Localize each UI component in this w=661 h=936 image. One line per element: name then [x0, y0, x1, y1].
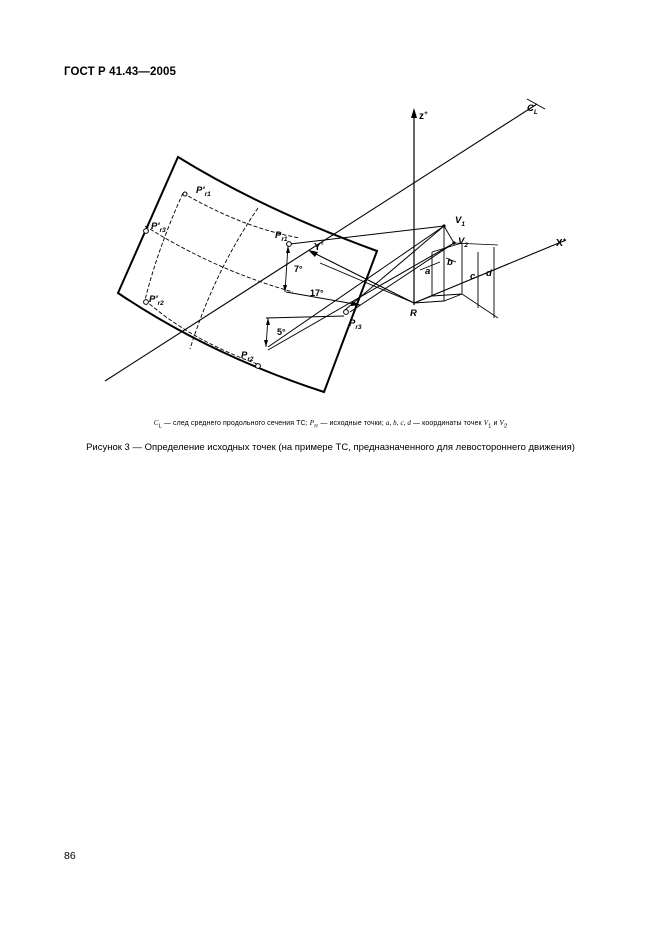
point-marker-v2 [452, 241, 455, 244]
eye-box-dim-ext-2 [462, 294, 498, 318]
point-marker-pr3-prime [144, 229, 149, 234]
angle-7-label: 7° [294, 264, 303, 274]
point-pr2-prime-label: $P'_{r2}$ [149, 294, 164, 307]
point-pr3-prime-label: $P'_{r3}$ [151, 221, 166, 234]
origin-r-label: R [410, 308, 417, 319]
dimension-b-label: b [447, 257, 453, 268]
dimension-d-label: d [486, 268, 492, 279]
angle-5-arrow-top [266, 318, 270, 325]
grid-left-vertical [145, 193, 183, 300]
point-pr1-prime-label: $P'_{r1}$ [196, 185, 211, 198]
sight-line-r-y [320, 263, 414, 303]
figure-reference-points [0, 0, 661, 420]
point-marker-pr2-prime [144, 300, 149, 305]
angle-17-label: 17° [310, 288, 324, 298]
point-pr1-label: $P_{r1}$ [275, 230, 288, 243]
point-pr3-label: $P_{r3}$ [349, 318, 362, 331]
z-axis-label: z+ [419, 110, 428, 122]
angle-5-label: 5° [277, 327, 286, 337]
document-id: ГОСТ Р 41.43—2005 [64, 66, 176, 78]
eye-box-top [414, 294, 462, 303]
point-marker-pr2 [256, 364, 261, 369]
point-pr2-label: $P_{r2}$ [241, 350, 254, 363]
angle-5-arrow-bottom [264, 340, 268, 347]
eye-point-v2-label: $V_2$ [458, 236, 468, 249]
grid-upper-horizontal [183, 193, 300, 238]
angle-7-arrow-top [286, 246, 290, 253]
dimension-c-label: c [470, 271, 476, 282]
eye-point-v1-label: $V_1$ [455, 215, 465, 228]
figure-legend: $C_L$ — след среднего продольного сечения ТС; $P_{rr}$ — исходные точки; a, b, c, d — координаты точек $V_1$ и $V_2$ [153, 419, 508, 430]
dimension-a-label: a [425, 266, 431, 277]
eye-box-v1-v2 [444, 226, 454, 243]
point-marker-pr1-prime [183, 192, 187, 196]
page-number: 86 [64, 850, 76, 862]
grid-inner-vertical [190, 208, 258, 349]
x-axis-label: X+ [556, 237, 567, 249]
point-marker-v1 [442, 224, 445, 227]
figure-caption: Рисунок 3 — Определение исходных точек (на примере ТС, предназначенного для левостороннего движения) [86, 442, 575, 453]
z-axis-arrow [411, 108, 417, 118]
line-5-lower [266, 316, 344, 318]
angle-7-arrow-bottom [283, 285, 287, 292]
point-marker-pr3 [344, 310, 349, 315]
centerline-label: $C_L$ [527, 103, 538, 116]
y-axis-label: Y° [314, 242, 324, 253]
grid-left-middle [145, 226, 293, 292]
